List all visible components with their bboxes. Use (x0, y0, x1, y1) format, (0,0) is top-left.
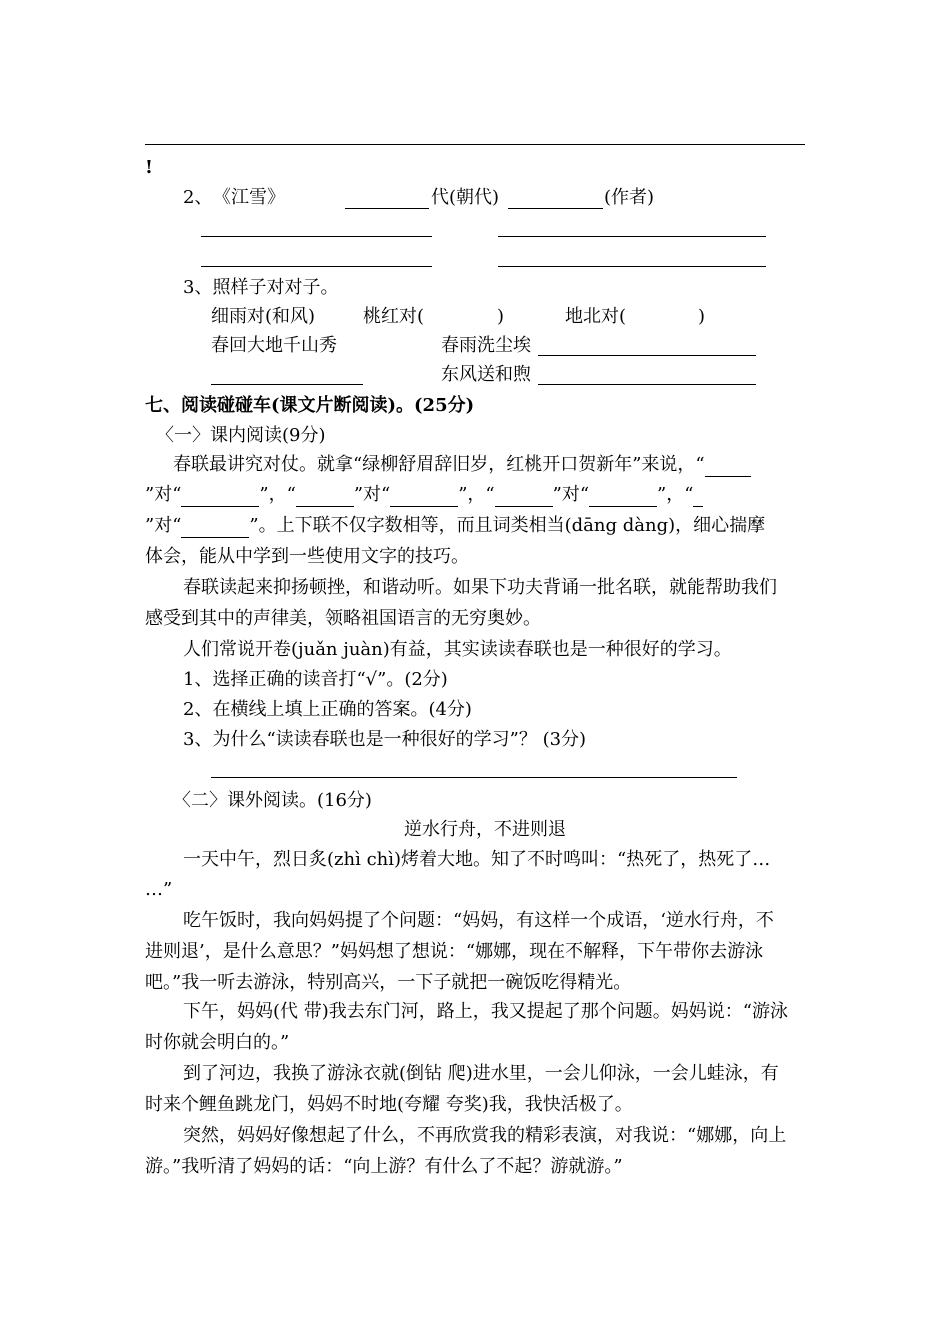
quote-text: ”，“ (458, 484, 495, 505)
story-title: 逆水行舟，不进则退 (404, 819, 566, 840)
story-line: 时你就会明白的。” (145, 1032, 290, 1053)
part1-q3: 3、为什么“读读春联也是一种很好的学习”？ (3分) (183, 729, 587, 750)
p2-line1: 春联读起来抑扬顿挫，和谐动听。如果下功夫背诵一批名联，就能帮助我们 (183, 577, 777, 598)
story-line: …” (145, 879, 173, 900)
poem-line-1-right[interactable] (498, 236, 766, 237)
part1-heading: 〈一〉课内阅读(9分) (156, 425, 326, 446)
q3-item1: 桃红对( (363, 306, 425, 327)
poem-line-2-left[interactable] (201, 266, 432, 267)
quote-text: ”，“ (657, 484, 694, 505)
quote-text: ”，“ (259, 484, 296, 505)
story-line: 吃午饭时，我向妈妈提了个问题：“妈妈，有这样一个成语，‘逆水行舟，不 (183, 910, 774, 931)
blank-2[interactable] (181, 488, 259, 507)
blank-6[interactable] (589, 488, 657, 507)
blank-8[interactable] (181, 519, 249, 538)
quote-text: ”对“ (145, 515, 182, 536)
q3-line3-right: 东风送和煦 (441, 364, 531, 385)
q2-author-label: (作者) (604, 187, 655, 208)
story-line: 到了河边，我换了游泳衣就(倒钻 爬)进水里，一会儿仰泳，一会儿蛙泳，有 (183, 1063, 779, 1084)
story-line: 一天中午，烈日炙(zhì chì)烤着大地。知了不时鸣叫：“热死了，热死了… (183, 849, 771, 870)
part1-q3-answer-line[interactable] (211, 777, 737, 778)
q3-line2-left: 春回大地千山秀 (211, 335, 337, 356)
q3-heading: 3、照样子对对子。 (183, 277, 339, 298)
quote-text: ”对“ (353, 484, 391, 505)
q3-item2-close: ) (698, 306, 706, 327)
exclamation-mark: ! (145, 157, 153, 178)
story-line: 时来个鲤鱼跳龙门，妈妈不时地(夸耀 夸奖)我，我快活极了。 (145, 1094, 633, 1115)
story-line: 进则退’，是什么意思？”妈妈想了想说：“娜娜，现在不解释，下午带你去游泳 (145, 941, 764, 962)
p1-line1 (173, 453, 751, 477)
p2-line2: 感受到其中的声律美，领略祖国语言的无穷奥妙。 (145, 608, 541, 629)
story-line: 下午，妈妈(代 带)我去东门河，路上，我又提起了那个问题。妈妈说：“游泳 (183, 1001, 788, 1022)
blank-1[interactable] (705, 458, 751, 477)
part1-q1: 1、选择正确的读音打“√”。(2分) (183, 669, 448, 690)
answer-line-top[interactable] (145, 144, 805, 145)
poem-line-1-left[interactable] (201, 236, 432, 237)
couplet-blank-1[interactable] (538, 355, 756, 356)
story-line: 吧。”我一听去游泳，特别高兴，一下子就把一碗饭吃得精光。 (145, 972, 632, 993)
blank-3[interactable] (296, 488, 354, 507)
story-line: 突然，妈妈好像想起了什么，不再欣赏我的精彩表演，对我说：“娜娜，向上 (183, 1125, 787, 1146)
dynasty-blank[interactable] (345, 208, 429, 209)
blank-5[interactable] (495, 488, 553, 507)
quote-text: ”对“ (552, 484, 590, 505)
couplet-blank-2[interactable] (538, 384, 756, 385)
blank-4[interactable] (390, 488, 458, 507)
p1-line3 (145, 514, 765, 538)
q2-number: 2、 (183, 187, 213, 208)
q3-item1-close: ) (497, 306, 505, 327)
p1-line1-text: 春联最讲究对仗。就拿“绿柳舒眉辞旧岁，红桃开口贺新年”来说，“ (173, 454, 705, 475)
poem-line-2-right[interactable] (498, 266, 766, 267)
quote-text: ”对“ (145, 484, 182, 505)
q2-dynasty-label: 代(朝代) (431, 187, 500, 208)
paragraph-text: ”。上下联不仅字数相等，而且词类相当(dāng dàng)，细心揣摩 (249, 515, 766, 536)
q3-line2-right: 春雨洗尘埃 (441, 335, 531, 356)
q3-example: 细雨对(和风) (211, 306, 316, 327)
section7-heading: 七、阅读碰碰车(课文片断阅读)。(25分) (145, 395, 475, 416)
p1-line2 (145, 483, 703, 507)
p1-line4: 体会，能从中学到一些使用文字的技巧。 (145, 546, 469, 567)
story-line: 游。”我听清了妈妈的话：“向上游？有什么了不起？游就游。” (145, 1156, 623, 1177)
part1-q2: 2、在横线上填上正确的答案。(4分) (183, 699, 472, 720)
couplet-blank-left[interactable] (211, 384, 363, 385)
q2-title: 《江雪》 (213, 187, 285, 208)
p3: 人们常说开卷(juǎn juàn)有益，其实读读春联也是一种很好的学习。 (183, 639, 732, 660)
part2-heading: 〈二〉课外阅读。(16分) (173, 790, 372, 811)
q3-item2: 地北对( (565, 306, 627, 327)
author-blank[interactable] (508, 208, 603, 209)
blank-7[interactable] (693, 488, 703, 507)
